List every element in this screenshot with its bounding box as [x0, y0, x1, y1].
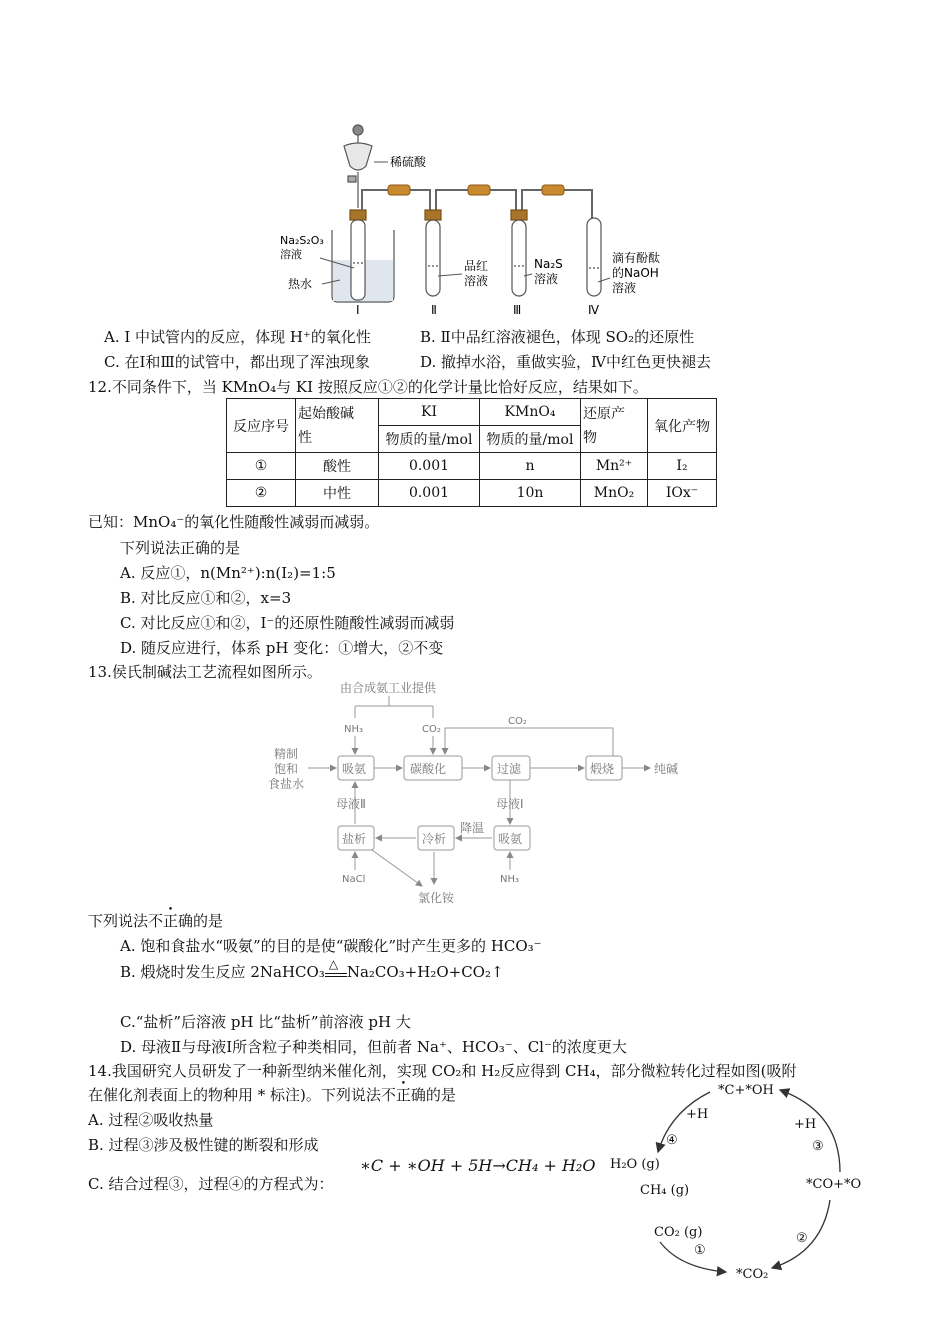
tube-label-1: Ⅰ	[356, 303, 360, 317]
th-kmno4: KMnO₄	[480, 399, 581, 426]
th-acid: 起始酸碱 性	[296, 399, 379, 453]
q14-option-c: C. 结合过程③，过程④的方程式为：	[88, 1175, 334, 1193]
q12-option-b: B. 对比反应①和②，x=3	[120, 589, 292, 607]
q12-table	[226, 398, 717, 507]
pinhong-label-2: 溶液	[464, 274, 489, 288]
cycle-h2o: H₂O (g)	[610, 1157, 660, 1172]
q13-option-b: B. 煅烧时发生反应 2NaHCO₃ △ Na₂CO₃+H₂O+CO₂↑	[120, 957, 504, 981]
th-ox: 氧化产物	[648, 399, 717, 453]
th-amount-ki: 物质的量/mol	[379, 426, 480, 453]
th-ki: KI	[379, 399, 480, 426]
flow-salting-label: 盐析	[342, 832, 367, 846]
q13-option-c: C.“盐析”后溶液 pH 比“盐析”前溶液 pH 大	[120, 1013, 411, 1031]
flow-filter-label: 过滤	[497, 762, 522, 776]
q11-option-d: D. 撤掉水浴，重做实验，Ⅳ中红色更快褪去	[420, 353, 712, 371]
cycle-step1: ①	[694, 1243, 706, 1258]
naoh-label-1: 滴有酚酞	[612, 251, 661, 265]
q12-option-d: D. 随反应进行，体系 pH 变化：①增大，②不变	[120, 639, 444, 657]
th-red: 还原产 物	[581, 399, 648, 453]
cycle-top: *C+*OH	[718, 1083, 774, 1098]
naoh-label-2: 的NaOH	[612, 266, 659, 280]
q14-stem-1: 14.我国研究人员研发了一种新型纳米催化剂，实现 CO₂和 H₂反应得到 CH₄，部分微粒转化过程如图(吸附	[88, 1062, 797, 1080]
q11-option-b: B. Ⅱ中品红溶液褪色，体现 SO₂的还原性	[420, 328, 695, 346]
hot-water-label: 热水	[288, 277, 313, 291]
q14-stem-2: 在催化剂表面上的物种用 * 标注)。下列说法不正确的是	[88, 1086, 456, 1104]
na2s-label-1: Na₂S	[534, 257, 563, 271]
na2s2o3-label-1: Na₂S₂O₃	[280, 234, 324, 247]
cycle-right: *CO+*O	[806, 1177, 862, 1192]
flow-feed-c: 食盐水	[268, 777, 305, 791]
acid-label: 稀硫酸	[390, 155, 427, 169]
cycle-bottom: *CO₂	[736, 1267, 769, 1282]
flow-absorb2-label: 吸氨	[498, 832, 523, 846]
na2s2o3-label-2: 溶液	[280, 248, 302, 261]
table-row: ② 中性 0.001 10n MnO₂ IOx⁻	[227, 480, 717, 507]
test-tubes	[425, 210, 601, 296]
separatory-funnel	[344, 125, 372, 208]
tube-label-2: Ⅱ	[431, 303, 437, 317]
flow-product: 纯碱	[654, 762, 679, 776]
cycle-plus-h-right: +H	[794, 1117, 817, 1132]
q14-option-b: B. 过程③涉及极性键的断裂和形成	[88, 1136, 319, 1154]
cycle-step3: ③	[812, 1139, 824, 1154]
flow-nacl: NaCl	[342, 874, 366, 885]
q11-option-a: A. Ⅰ 中试管内的反应，体现 H⁺的氧化性	[104, 328, 371, 346]
q12-known: 已知：MnO₄⁻的氧化性随酸性减弱而减弱。	[88, 513, 380, 531]
catalysis-cycle	[600, 1072, 880, 1284]
cycle-step2: ②	[796, 1231, 808, 1246]
flow-co2-return: CO₂	[508, 716, 527, 727]
q13-option-d: D. 母液Ⅱ与母液Ⅰ所含粒子种类相同，但前者 Na⁺、HCO₃⁻、Cl⁻的浓度更大	[120, 1038, 627, 1056]
flow-carbonate-label: 碳酸化	[410, 762, 447, 776]
cycle-plus-h-left: +H	[686, 1107, 709, 1122]
flow-diagram	[262, 680, 722, 910]
cycle-co2g: CO₂ (g)	[654, 1225, 703, 1240]
q13-stem: 13.侯氏制碱法工艺流程如图所示。	[88, 663, 322, 681]
tube-label-4: Ⅳ	[588, 303, 600, 317]
flow-calcine-label: 煅烧	[590, 762, 615, 776]
q11-option-c: C. 在Ⅰ和Ⅲ的试管中，都出现了浑浊现象	[104, 353, 370, 371]
flow-nh3-top: NH₃	[344, 724, 364, 735]
flow-co2-top: CO₂	[422, 724, 441, 735]
q13-option-a: A. 饱和食盐水“吸氨”的目的是使“碳酸化”时产生更多的 HCO₃⁻	[120, 937, 542, 955]
beaker	[332, 210, 394, 302]
flow-cool-note: 降温	[460, 821, 485, 835]
flow-source: 由合成氨工业提供	[340, 681, 437, 695]
th-seq: 反应序号	[227, 399, 296, 453]
flow-mother1: 母液Ⅰ	[496, 797, 524, 811]
cycle-step4: ④	[666, 1133, 678, 1148]
flow-absorb1-label: 吸氨	[342, 762, 367, 776]
pinhong-label-1: 品红	[464, 259, 489, 273]
flow-mother2: 母液Ⅱ	[336, 797, 366, 811]
flow-nh3-bottom: NH₃	[500, 874, 520, 885]
emphasis-text: 不正确	[380, 1086, 426, 1104]
q12-option-a: A. 反应①，n(Mn²⁺):n(I₂)=1:5	[120, 564, 336, 582]
tube-label-3: Ⅲ	[513, 303, 522, 317]
cycle-ch4: CH₄ (g)	[640, 1183, 690, 1198]
flow-cool-label: 冷析	[422, 832, 447, 846]
flow-feed-a: 精制	[274, 747, 299, 761]
th-amount-kmno4: 物质的量/mol	[480, 426, 581, 453]
apparatus-figure	[270, 118, 690, 318]
q14-option-a: A. 过程②吸收热量	[88, 1111, 214, 1129]
q13-prompt: 下列说法不正确的是	[88, 912, 224, 930]
q12-option-c: C. 对比反应①和②，I⁻的还原性随酸性减弱而减弱	[120, 614, 455, 632]
q12-prompt: 下列说法正确的是	[120, 539, 241, 557]
naoh-label-3: 溶液	[612, 281, 637, 295]
flow-feed-b: 饱和	[274, 762, 299, 776]
table-row: ① 酸性 0.001 n Mn²⁺ I₂	[227, 453, 717, 480]
q14-equation: ∗C + ∗OH + 5H→CH₄ + H₂O	[360, 1156, 596, 1175]
q12-stem: 12.不同条件下，当 KMnO₄与 KI 按照反应①②的化学计量比恰好反应，结果如下。	[88, 378, 648, 396]
emphasis-text: 不正确	[148, 912, 194, 930]
na2s-label-2: 溶液	[534, 272, 559, 286]
flow-nh4cl: 氯化铵	[418, 891, 455, 905]
